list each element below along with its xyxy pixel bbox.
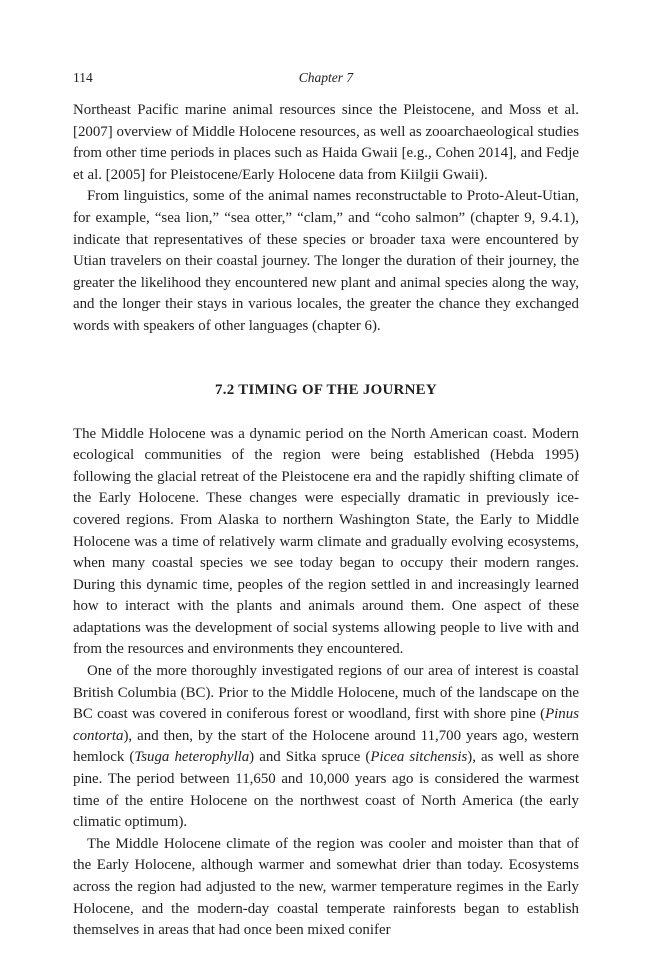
page-header bbox=[73, 70, 579, 90]
italic-text: Tsuga heterophylla bbox=[134, 749, 250, 766]
paragraphs-before-heading bbox=[73, 100, 579, 338]
text-run: One of the more thoroughly investigated regions of our area of interest is coastal British Columbia (BC). Prior to the Middle Holocene, much of the landscape on the BC coast was covered in coniferous forest or woodland, first with shore pine ( bbox=[73, 663, 579, 723]
paragraph bbox=[73, 186, 579, 337]
book-page bbox=[73, 0, 579, 975]
paragraph bbox=[73, 100, 579, 186]
body-text bbox=[73, 100, 579, 942]
section-heading: 7.2 TIMING OF THE JOURNEY bbox=[215, 381, 437, 398]
text-run: Northeast Pacific marine animal resources since the Pleistocene, and Moss et al. [2007] overview of Middle Holocene resources, as well as zooarchaeological studies from other time periods in places such as Haida Gwaii [e.g., Cohen 2014], and Fedje et al. [2005] for Pleistocene/Early Holocene data from Kiilgii Gwaii). bbox=[73, 102, 579, 183]
text-run: The Middle Holocene climate of the region was cooler and moister than that of the Early Holocene, although warmer and somewhat drier than today. Ecosystems across the region had adjusted to the new, warmer temperature regimes in the Early Holocene, and the modern-day coastal temperate rainforests began to establish themselves in areas that had once been mixed conifer bbox=[73, 835, 579, 939]
paragraph bbox=[73, 424, 579, 662]
running-head: Chapter 7 bbox=[298, 70, 354, 85]
text-run: ) and Sitka spruce ( bbox=[249, 749, 371, 766]
text-run: ), and then, by the start of the Holocene around 11,700 years ago, western hemlock ( bbox=[73, 727, 579, 766]
text-run: ), as well as shore pine. The period between 11,650 and 10,000 years ago is considered the warmest time of the entire Holocene on the northwest coast of North America (the early climatic optimum). bbox=[73, 749, 579, 831]
page-number: 114 bbox=[73, 70, 93, 85]
text-run: From linguistics, some of the animal names reconstructable to Proto-Aleut-Utian, for example, “sea lion,” “sea otter,” “clam,” and “coho salmon” (chapter 9, 9.4.1), indicate that representatives of these species or broader taxa were encountered by Utian travelers on their coastal journey. The longer the duration of their journey, the greater the likelihood they encountered new plant and animal species along the way, and the longer their stays in various locales, the greater the chance they exchanged words with speakers of other languages (chapter 6). bbox=[73, 188, 579, 334]
italic-text: Picea sitchensis bbox=[370, 749, 468, 766]
paragraph bbox=[73, 661, 579, 834]
paragraphs-after-heading bbox=[73, 424, 579, 942]
text-run: The Middle Holocene was a dynamic period on the North American coast. Modern ecological communities of the region were being established (Hebda 1995) following the glacial retreat of the Pleistocene era and the rapidly shifting climate of the Early Holocene. These changes were especially dramatic in previously ice-covered regions. From Alaska to northern Washington State, the Early to Middle Holocene was a time of relatively warm climate and gradually evolving ecosystems, when many coastal species we see today began to occupy their modern ranges. During this dynamic time, peoples of the region settled in and increasingly learned how to interact with the plants and animals around them. One aspect of these adaptations was the development of social systems allowing people to live with and from the resources and environments they encountered. bbox=[73, 425, 579, 658]
italic-text: Pinus contorta bbox=[73, 706, 579, 744]
paragraph bbox=[73, 834, 579, 942]
